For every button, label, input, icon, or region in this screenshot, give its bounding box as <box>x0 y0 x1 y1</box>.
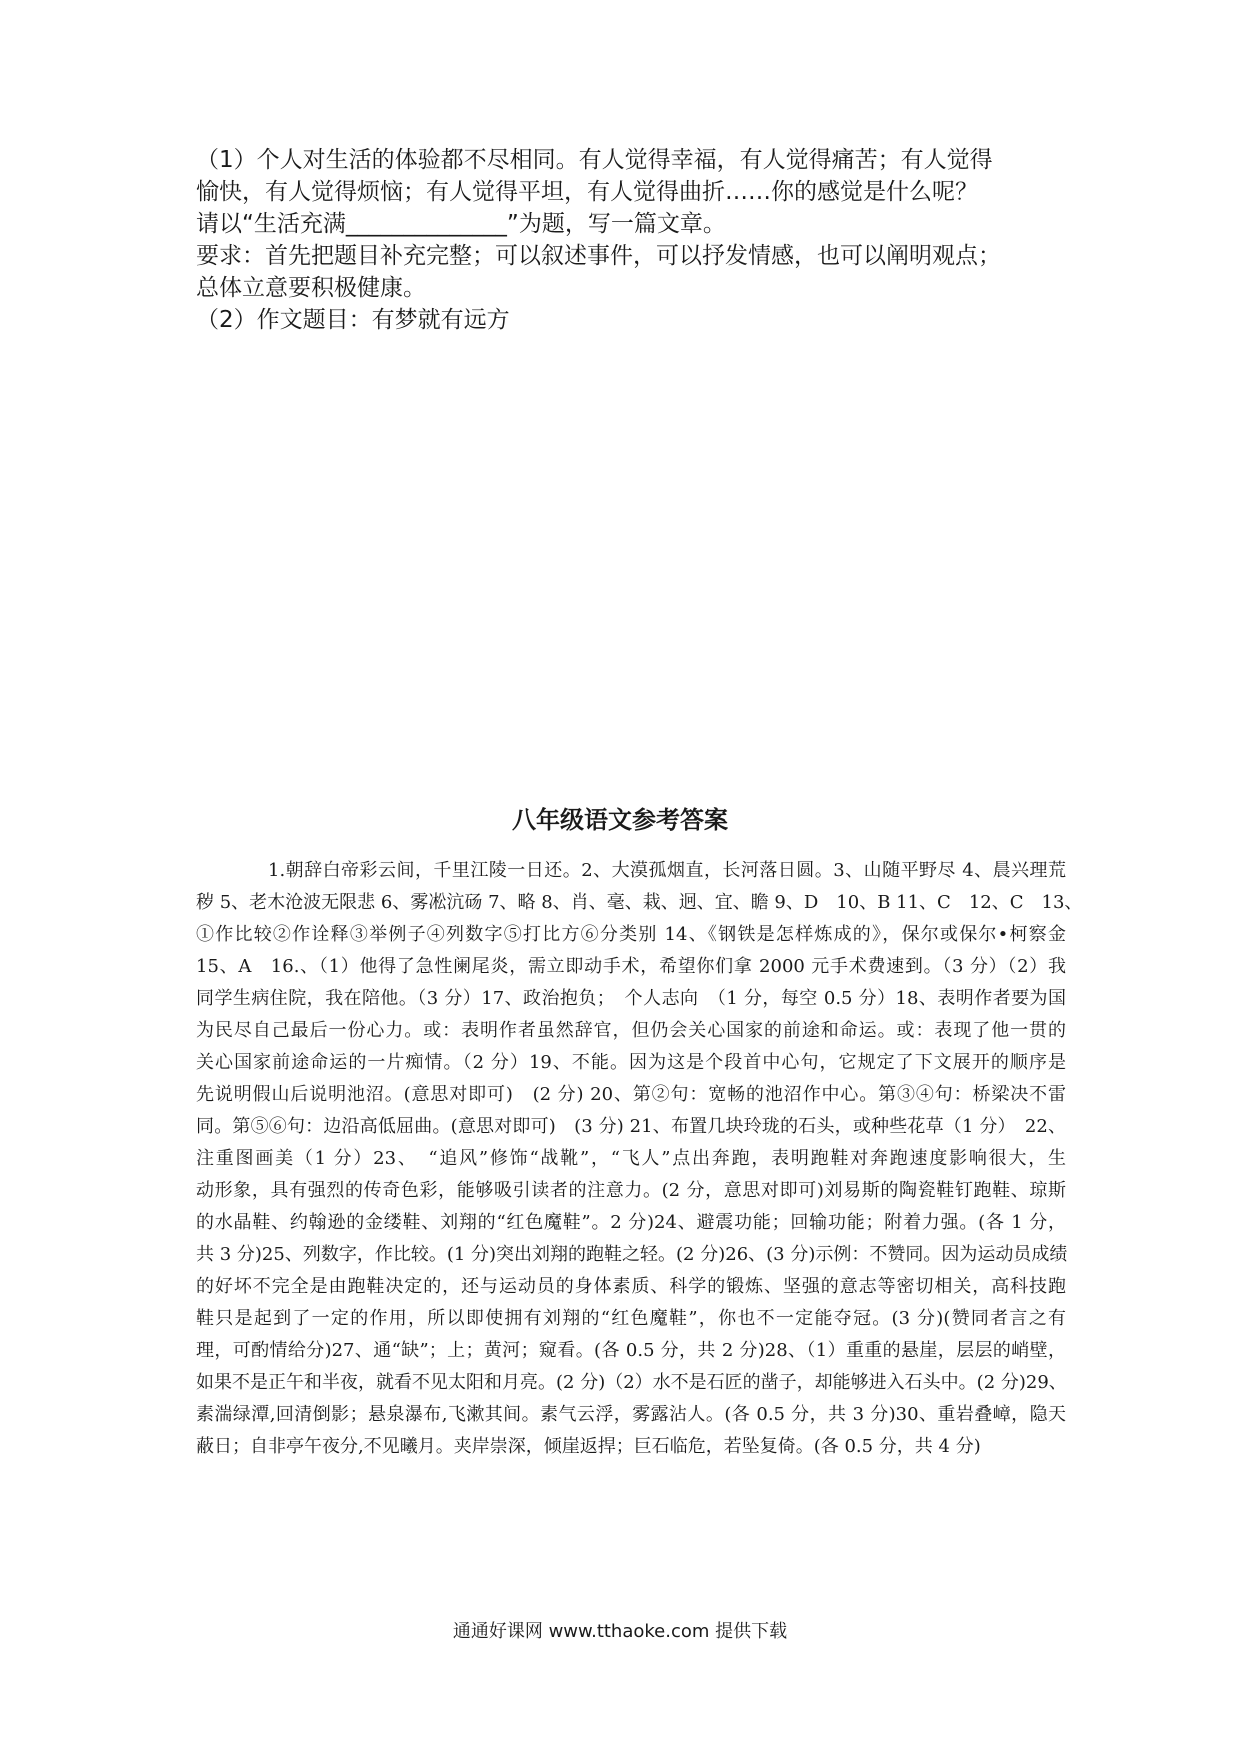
answer-line: 1.朝辞白帝彩云间，千里江陵一日还。2、大漠孤烟直，长河落日圆。3、山随平野尽 4、晨兴理荒 <box>268 860 1066 881</box>
answer-line: 共 3 分)25、列数字，作比较。(1 分)突出刘翔的跑鞋之轻。(2 分)26、(3 分)示例：不赞同。因为运动员成绩 <box>196 1244 1068 1265</box>
composition-line: （2）作文题目：有梦就有远方 <box>196 307 510 333</box>
answer-line: 同学生病住院，我在陪他。（3 分）17、政治抱负； 个人志向 （1 分，每空 0.5 分）18、表明作者要为国 <box>196 988 1066 1009</box>
answer-line: 动形象，具有强烈的传奇色彩，能够吸引读者的注意力。(2 分，意思对即可)刘易斯的陶瓷鞋钉跑鞋、琼斯 <box>196 1180 1066 1201</box>
composition-line: （1）个人对生活的体验都不尽相同。有人觉得幸福，有人觉得痛苦；有人觉得 <box>196 147 993 173</box>
composition-line: 要求：首先把题目补充完整；可以叙述事件，可以抒发情感，也可以阐明观点； <box>196 243 1001 269</box>
answer-line: 先说明假山后说明池沼。(意思对即可) (2 分) 20、第②句：宽畅的池沼作中心。第③④句：桥梁决不雷 <box>196 1084 1066 1105</box>
composition-line: 愉快，有人觉得烦恼；有人觉得平坦，有人觉得曲折……你的感觉是什么呢？ <box>196 179 978 205</box>
answer-line: 注重图画美（1 分）23、 “追风”修饰“战靴”，“飞人”点出奔跑，表明跑鞋对奔跑速度影响很大，生 <box>196 1148 1066 1169</box>
footer-source: 通通好课网 www.tthaoke.com 提供下载 <box>452 1621 788 1642</box>
composition-line: 请以“生活充满______________”为题，写一篇文章。 <box>196 211 726 237</box>
answer-key <box>196 855 1083 1463</box>
answer-line: 的好坏不完全是由跑鞋决定的，还与运动员的身体素质、科学的锻炼、坚强的意志等密切相关，高科技跑 <box>196 1276 1066 1297</box>
answer-line: 同。第⑤⑥句：边沿高低屈曲。(意思对即可) (3 分) 21、布置几块玲珑的石头，或种些花草（1 分） 22、 <box>196 1116 1066 1137</box>
answer-line: 关心国家前途命运的一片痴情。（2 分）19、不能。因为这是个段首中心句，它规定了下文展开的顺序是 <box>196 1052 1066 1073</box>
answer-line: 秽 5、老木沧波无限悲 6、雾凇沆砀 7、略 8、肖、毫、栽、迥、宜、瞻 9、D 10、B 11、C 12、C 13、 <box>196 892 1083 913</box>
answer-line: 理，可酌情给分)27、通“缺”；上；黄河；窥看。(各 0.5 分，共 2 分)28、（1）重重的悬崖，层层的峭壁， <box>196 1340 1066 1361</box>
answer-line: 15、A 16.、（1）他得了急性阑尾炎，需立即动手术，希望你们拿 2000 元手术费速到。（3 分）（2）我 <box>196 956 1066 977</box>
answer-line: 的水晶鞋、约翰逊的金缕鞋、刘翔的“红色魔鞋”。2 分)24、避震功能；回输功能；附着力强。(各 1 分， <box>196 1212 1066 1233</box>
answer-line: 素湍绿潭,回清倒影；悬泉瀑布,飞漱其间。素气云浮，雾露沾人。(各 0.5 分，共 3 分)30、重岩叠嶂，隐天 <box>196 1404 1066 1425</box>
answer-line: 为民尽自己最后一份心力。或：表明作者虽然辞官，但仍会关心国家的前途和命运。或：表现了他一贯的 <box>196 1020 1066 1041</box>
answer-line: 蔽日；自非亭午夜分,不见曦月。夹岸崇深，倾崖返捍；巨石临危，若坠复倚。(各 0.5 分，共 4 分) <box>196 1436 981 1457</box>
answer-line: ①作比较②作诠释③举例子④列数字⑤打比方⑥分类别 14、《钢铁是怎样炼成的》，保尔或保尔•柯察金 <box>196 924 1066 945</box>
answer-line: 鞋只是起到了一定的作用，所以即使拥有刘翔的“红色魔鞋”，你也不一定能夺冠。(3 分)(赞同者言之有 <box>196 1308 1066 1329</box>
composition-prompt <box>196 144 1066 336</box>
answers-title: 八年级语文参考答案 <box>512 806 728 834</box>
composition-line: 总体立意要积极健康。 <box>196 275 426 301</box>
answer-line: 如果不是正午和半夜，就看不见太阳和月亮。(2 分)（2）水不是石匠的凿子，却能够进入石头中。(2 分)29、 <box>196 1372 1067 1393</box>
